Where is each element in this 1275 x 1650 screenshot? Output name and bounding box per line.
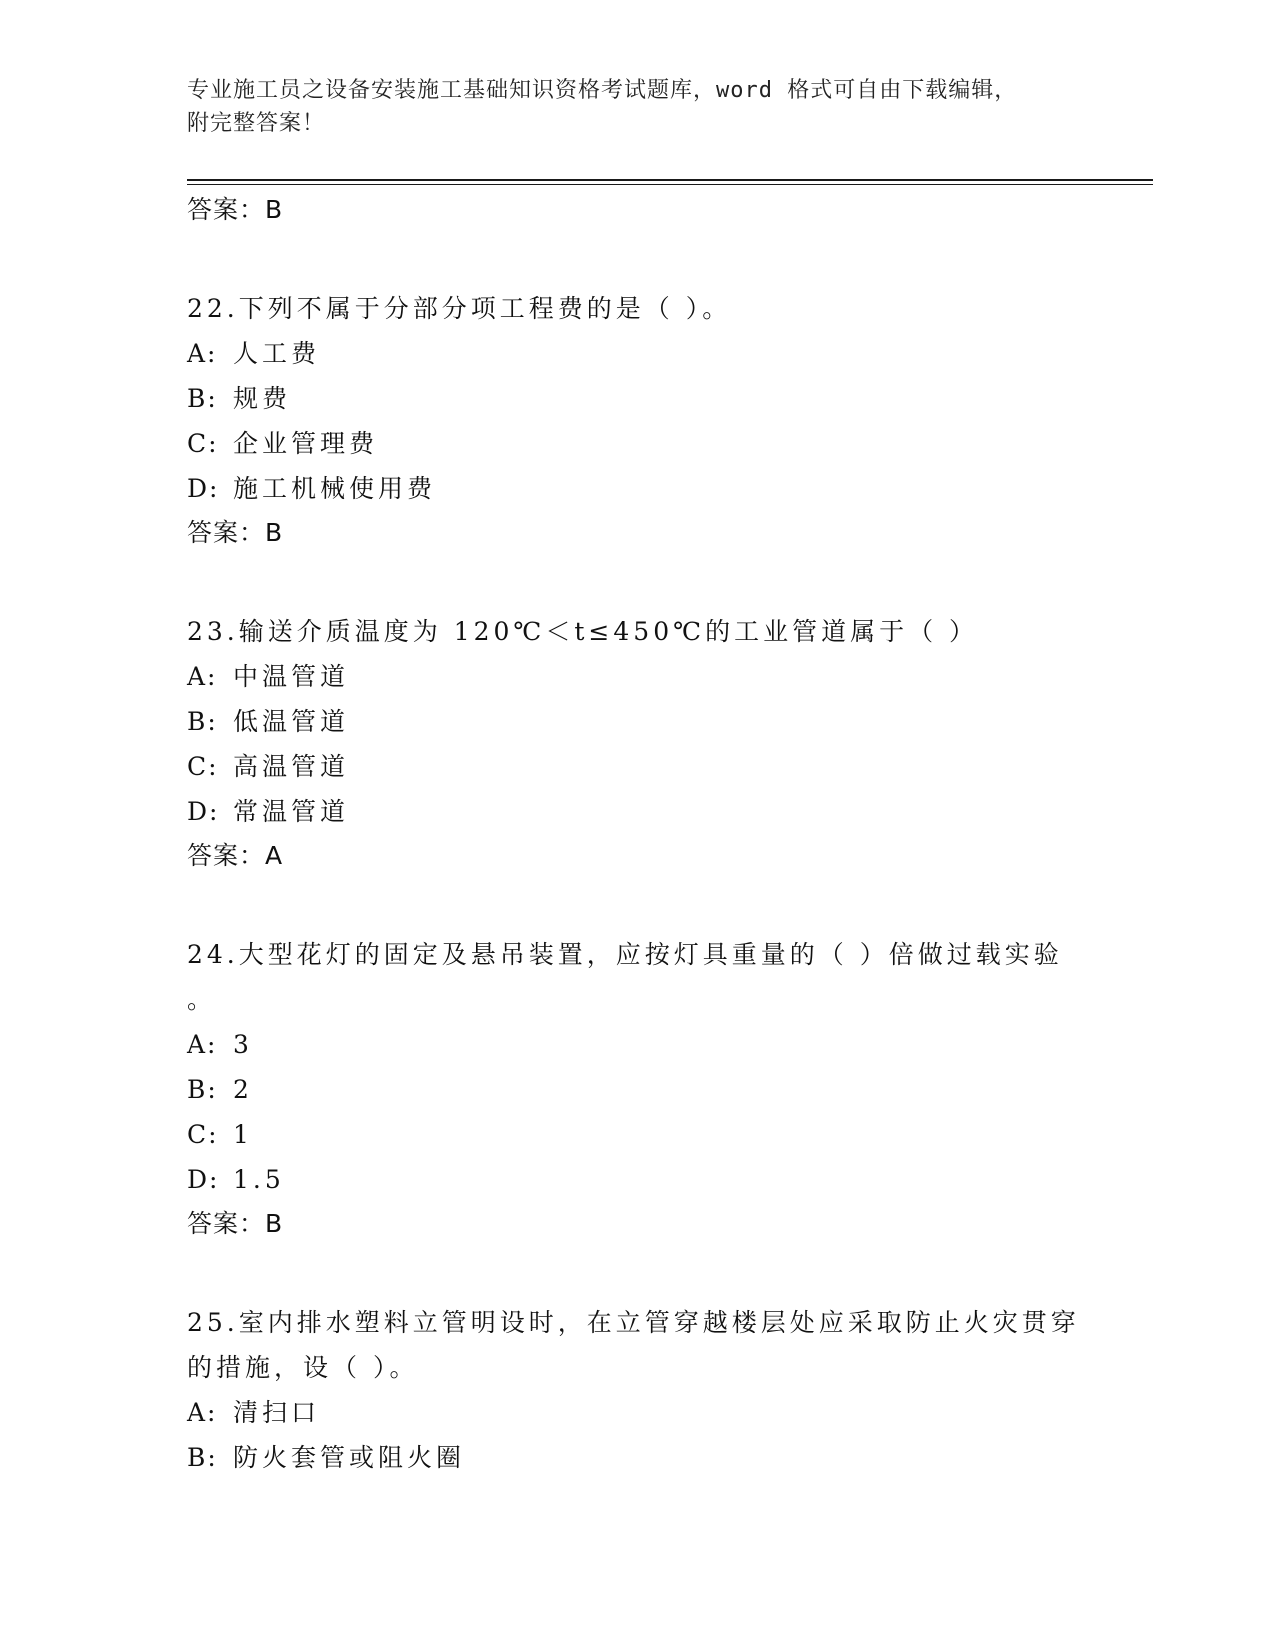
option-text: 防火套管或阻火圈	[233, 1443, 466, 1472]
question-block	[187, 1300, 1087, 1480]
option-text: 2	[233, 1075, 253, 1104]
spacer	[187, 555, 1087, 609]
option-text: 清扫口	[233, 1398, 321, 1427]
option-text: 规费	[233, 384, 292, 413]
option-text: 施工机械使用费	[233, 474, 437, 503]
header-line-1: 专业施工员之设备安装施工基础知识资格考试题库，word 格式可自由下载编辑，	[187, 78, 1018, 103]
option-text: 1.5	[233, 1165, 285, 1194]
option-item	[187, 1390, 1087, 1435]
option-text: 企业管理费	[233, 429, 379, 458]
option-label: A:	[187, 1030, 218, 1059]
option-label: A:	[187, 662, 218, 691]
option-item	[187, 331, 1087, 376]
option-label: C:	[187, 1120, 219, 1149]
option-item	[187, 699, 1087, 744]
option-item	[187, 421, 1087, 466]
answer-text: 答案：B	[187, 518, 284, 547]
answer-text: 答案：A	[187, 841, 284, 870]
option-label: B:	[187, 1075, 218, 1104]
header-line-2: 附完整答案！	[187, 111, 326, 136]
option-item	[187, 744, 1087, 789]
question-text-continued: 的措施，设（ ）。	[187, 1353, 419, 1382]
option-item	[187, 1022, 1087, 1067]
question-text: 24.大型花灯的固定及悬吊装置，应按灯具重量的（ ）倍做过载实验	[187, 940, 1063, 969]
answer-text: 答案：B	[187, 1209, 284, 1238]
question-block	[187, 286, 1087, 555]
question-text: 25.室内排水塑料立管明设时，在立管穿越楼层处应采取防止火灾贯穿	[187, 1308, 1080, 1337]
spacer	[187, 232, 1087, 286]
question-text: 23.输送介质温度为 120℃＜t≤450℃的工业管道属于（ ）	[187, 617, 979, 646]
question-block	[187, 609, 1087, 878]
option-label: B:	[187, 1443, 218, 1472]
option-item	[187, 466, 1087, 511]
option-item	[187, 654, 1087, 699]
option-text: 高温管道	[233, 752, 350, 781]
option-text: 1	[233, 1120, 253, 1149]
option-item	[187, 1112, 1087, 1157]
option-item	[187, 1067, 1087, 1112]
previous-answer: 答案：B	[187, 195, 284, 224]
option-item	[187, 1157, 1087, 1202]
header-divider-thin	[187, 184, 1153, 185]
question-text: 22.下列不属于分部分项工程费的是（ ）。	[187, 294, 732, 323]
option-text: 低温管道	[233, 707, 350, 736]
option-label: A:	[187, 339, 218, 368]
page-header	[187, 74, 1087, 140]
option-label: D:	[187, 1165, 220, 1194]
question-block	[187, 932, 1087, 1246]
question-text-continued: 。	[187, 985, 217, 1014]
option-label: D:	[187, 797, 220, 826]
option-item	[187, 376, 1087, 421]
option-label: C:	[187, 429, 219, 458]
option-label: A:	[187, 1398, 218, 1427]
spacer	[187, 1246, 1087, 1300]
option-label: C:	[187, 752, 219, 781]
option-label: D:	[187, 474, 220, 503]
option-label: B:	[187, 384, 218, 413]
option-item	[187, 789, 1087, 834]
option-item	[187, 1435, 1087, 1480]
option-text: 常温管道	[233, 797, 350, 826]
spacer	[187, 878, 1087, 932]
option-text: 中温管道	[233, 662, 350, 691]
header-divider	[187, 179, 1153, 181]
option-label: B:	[187, 707, 218, 736]
option-text: 人工费	[233, 339, 321, 368]
question-list	[187, 188, 1087, 1480]
option-text: 3	[233, 1030, 253, 1059]
